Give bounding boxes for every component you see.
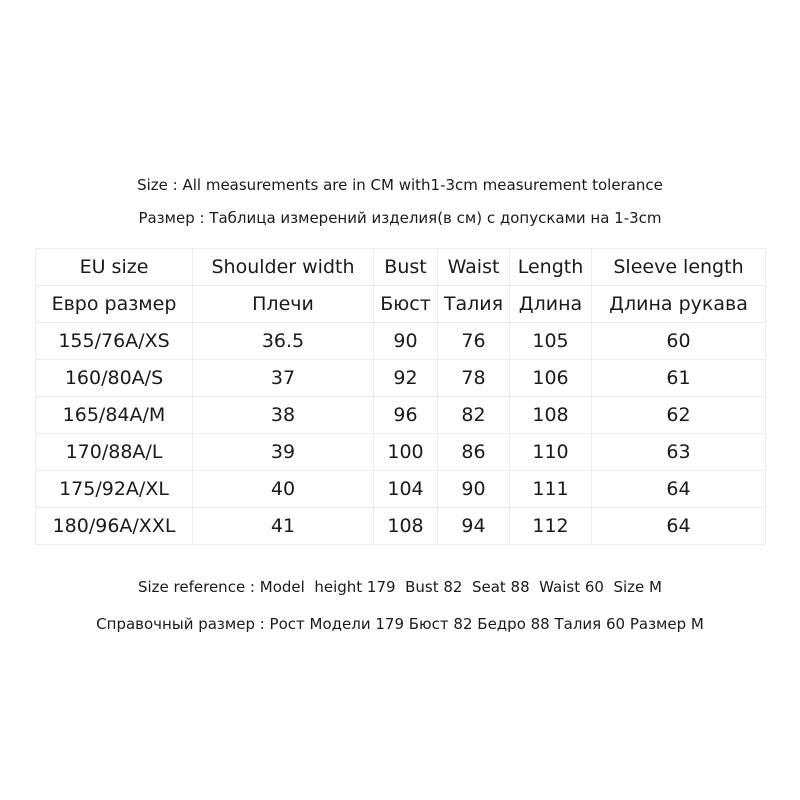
table-cell: 76: [438, 323, 510, 360]
table-cell: 39: [193, 434, 374, 471]
table-row: [36, 471, 766, 508]
header-cell: Евро размер: [36, 286, 193, 323]
table-cell: 37: [193, 360, 374, 397]
table-cell: 108: [374, 508, 438, 545]
header-cell: EU size: [36, 249, 193, 286]
header-cell: Bust: [374, 249, 438, 286]
size-reference-ru: Справочный размер : Рост Модели 179 Бюст 82 Бедро 88 Талия 60 Размер M: [96, 615, 704, 633]
table-cell: 90: [438, 471, 510, 508]
table-cell: 170/88A/L: [36, 434, 193, 471]
table-cell: 82: [438, 397, 510, 434]
size-note-en: Size : All measurements are in CM with1-3cm measurement tolerance: [137, 176, 663, 194]
table-cell: 175/92A/XL: [36, 471, 193, 508]
header-cell: Плечи: [193, 286, 374, 323]
table-cell: 60: [592, 323, 766, 360]
table-cell: 94: [438, 508, 510, 545]
table-cell: 36.5: [193, 323, 374, 360]
table-cell: 104: [374, 471, 438, 508]
table-row: [36, 397, 766, 434]
size-reference-en: Size reference : Model height 179 Bust 82 Seat 88 Waist 60 Size M: [137, 578, 662, 596]
table-cell: 110: [510, 434, 592, 471]
table-cell: 165/84A/M: [36, 397, 193, 434]
table-cell: 62: [592, 397, 766, 434]
table-cell: 40: [193, 471, 374, 508]
table-cell: 86: [438, 434, 510, 471]
table-cell: 100: [374, 434, 438, 471]
header-row-ru: [36, 286, 766, 323]
table-cell: 78: [438, 360, 510, 397]
table-row: [36, 323, 766, 360]
table-cell: 160/80A/S: [36, 360, 193, 397]
table-row: [36, 508, 766, 545]
header-cell: Shoulder width: [193, 249, 374, 286]
header-cell: Length: [510, 249, 592, 286]
table-cell: 61: [592, 360, 766, 397]
table-cell: 64: [592, 471, 766, 508]
table-cell: 111: [510, 471, 592, 508]
header-cell: Талия: [438, 286, 510, 323]
table-cell: 96: [374, 397, 438, 434]
table-cell: 105: [510, 323, 592, 360]
table-cell: 112: [510, 508, 592, 545]
header-cell: Бюст: [374, 286, 438, 323]
table-cell: 108: [510, 397, 592, 434]
header-row-en: [36, 249, 766, 286]
table-cell: 180/96A/XXL: [36, 508, 193, 545]
table-cell: 41: [193, 508, 374, 545]
header-cell: Длина рукава: [592, 286, 766, 323]
size-note-ru: Размер : Таблица измерений изделия(в см) с допусками на 1-3cm: [138, 209, 662, 227]
header-cell: Sleeve length: [592, 249, 766, 286]
table-cell: 92: [374, 360, 438, 397]
table-cell: 106: [510, 360, 592, 397]
header-cell: Длина: [510, 286, 592, 323]
table-row: [36, 434, 766, 471]
header-cell: Waist: [438, 249, 510, 286]
table-cell: 90: [374, 323, 438, 360]
size-table: [35, 248, 766, 545]
table-cell: 63: [592, 434, 766, 471]
table-row: [36, 360, 766, 397]
table-cell: 38: [193, 397, 374, 434]
table-cell: 64: [592, 508, 766, 545]
table-cell: 155/76A/XS: [36, 323, 193, 360]
